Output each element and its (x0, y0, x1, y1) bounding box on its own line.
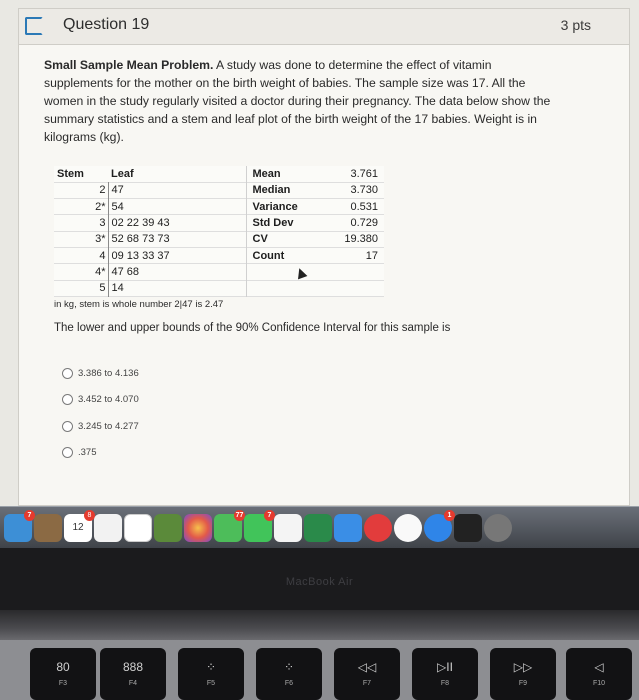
leaf-cell: 52 68 73 73 (111, 233, 170, 246)
stem-cell: 4 (54, 247, 108, 263)
table-row (54, 231, 384, 247)
radio-button[interactable] (62, 447, 73, 458)
radio-button[interactable] (62, 421, 73, 432)
stat-value: 17 (365, 249, 378, 262)
keynote-icon[interactable] (274, 514, 302, 542)
photo-booth-icon[interactable] (454, 514, 482, 542)
f8-key[interactable]: ▷II F8 (412, 648, 478, 700)
f5-key[interactable]: ⁘ F5 (178, 648, 244, 700)
leaf-cell: 09 13 33 37 (111, 249, 170, 262)
f6-key[interactable]: ⁘ F6 (256, 648, 322, 700)
table-row (54, 182, 384, 198)
table-row (54, 215, 384, 231)
reminders-icon[interactable] (94, 514, 122, 542)
stem-cell: 5 (54, 280, 108, 296)
notes-icon[interactable] (124, 514, 152, 542)
calendar-icon[interactable]: 12 8 (64, 514, 92, 542)
stat-name: Median (246, 182, 326, 198)
calendar-day: 12 (72, 522, 84, 533)
answer-options (62, 360, 139, 466)
table-row (54, 247, 384, 263)
stat-value: 19.380 (344, 233, 378, 246)
stem-cell: 3* (54, 231, 108, 247)
radio-button[interactable] (62, 394, 73, 405)
option-label: 3.452 to 4.070 (78, 394, 139, 406)
prompt-body: A study was done to determine the effect of vitamin supplements for the mother on the birth weight of babies. The sample size was 17. All the women in the study regularly visited a doctor during their pregnancy. The data below show the summary statistics and a stem and leaf plot of the birth weight of the 17 babies. Weight is in kilograms (kg). (44, 58, 551, 144)
facetime-icon[interactable]: 7 (244, 514, 272, 542)
music-icon[interactable] (394, 514, 422, 542)
stat-name: Std Dev (246, 215, 326, 231)
stat-name: CV (246, 231, 326, 247)
stat-value: 3.761 (350, 167, 378, 180)
stem-cell: 2 (54, 182, 108, 198)
stat-name (246, 280, 326, 296)
table-header-row (54, 166, 384, 182)
stat-value: 3.730 (350, 184, 378, 197)
stat-value (326, 280, 384, 296)
pages-icon[interactable] (334, 514, 362, 542)
answer-option[interactable] (62, 440, 139, 467)
answer-option[interactable] (62, 387, 139, 414)
option-label: .375 (78, 447, 97, 459)
stat-name: Count (246, 247, 326, 263)
stem-leaf-table (54, 166, 384, 297)
stat-value: 0.729 (350, 217, 378, 230)
stat-value (326, 264, 384, 280)
messages-icon[interactable]: 77 (214, 514, 242, 542)
option-label: 3.386 to 4.136 (78, 367, 139, 379)
question-ask: The lower and upper bounds of the 90% Confidence Interval for this sample is (54, 322, 451, 334)
numbers-icon[interactable] (304, 514, 332, 542)
system-preferences-icon[interactable] (484, 514, 512, 542)
app-store-icon[interactable]: 1 (424, 514, 452, 542)
answer-option[interactable] (62, 360, 139, 387)
leaf-cell: 54 (111, 200, 124, 213)
leaf-header: Leaf (111, 167, 134, 180)
leaf-cell: 47 (111, 184, 124, 197)
question-points: 3 pts (560, 17, 591, 33)
answer-option[interactable] (62, 413, 139, 440)
maps-icon[interactable] (154, 514, 182, 542)
f4-key[interactable]: 888 F4 (100, 648, 166, 700)
question-header (19, 9, 629, 45)
prompt-heading: Small Sample Mean Problem. (44, 58, 214, 72)
photos-icon[interactable] (184, 514, 212, 542)
news-icon[interactable] (364, 514, 392, 542)
notes-folder-icon[interactable] (34, 514, 62, 542)
stem-header: Stem (57, 167, 84, 180)
leaf-cell: 47 68 (111, 265, 140, 278)
flag-icon[interactable] (25, 17, 43, 35)
stat-name (246, 264, 326, 280)
stem-cell: 4* (54, 264, 108, 280)
leaf-cell: 14 (111, 282, 124, 295)
table-row (54, 280, 384, 296)
laptop-hinge (0, 610, 639, 640)
f10-key[interactable]: ◁ F10 (566, 648, 632, 700)
f3-key[interactable]: 80 F3 (30, 648, 96, 700)
f9-key[interactable]: ▷▷ F9 (490, 648, 556, 700)
laptop-brand: MacBook Air (285, 576, 354, 588)
radio-button[interactable] (62, 368, 73, 379)
table-row (54, 264, 384, 280)
question-title: Question 19 (63, 16, 150, 33)
leaf-cell: 02 22 39 43 (111, 217, 170, 230)
stem-cell: 2* (54, 199, 108, 215)
finder-icon[interactable]: 7 (4, 514, 32, 542)
stem-leaf-note: in kg, stem is whole number 2|47 is 2.47 (54, 299, 224, 310)
option-label: 3.245 to 4.277 (78, 420, 139, 432)
dock (0, 506, 639, 548)
stat-name: Mean (246, 166, 326, 182)
stat-name: Variance (246, 199, 326, 215)
question-prompt (44, 56, 564, 146)
stat-value: 0.531 (350, 200, 378, 213)
stem-cell: 3 (54, 215, 108, 231)
table-row (54, 199, 384, 215)
f7-key[interactable]: ◁◁ F7 (334, 648, 400, 700)
